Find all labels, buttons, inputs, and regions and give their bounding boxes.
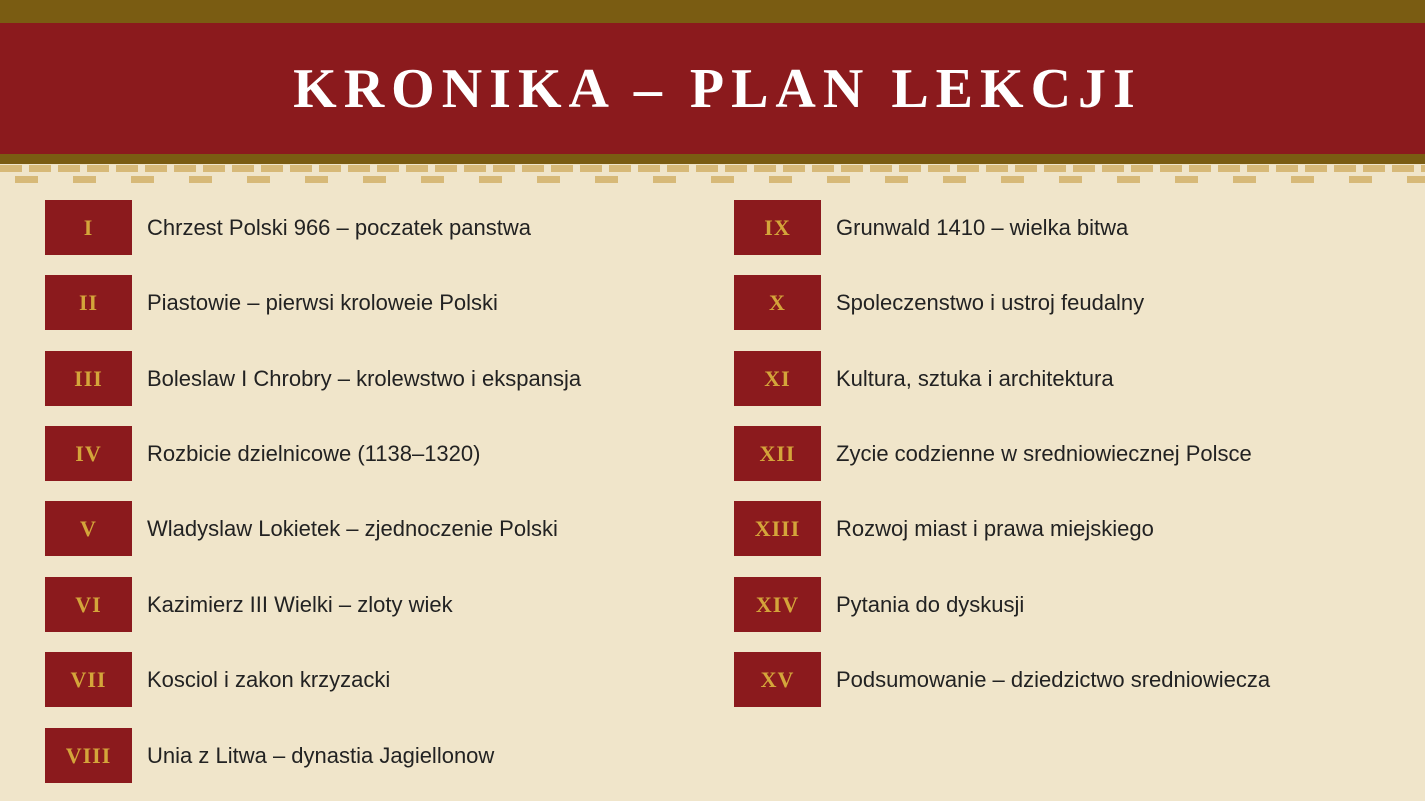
lesson-item	[734, 501, 1394, 556]
lesson-numeral: IX	[734, 200, 821, 255]
lesson-item	[734, 275, 1394, 330]
lesson-item	[45, 351, 705, 406]
lesson-title: Piastowie – pierwsi kroloweie Polski	[147, 289, 498, 315]
lesson-numeral: II	[45, 275, 132, 330]
lesson-item	[45, 200, 705, 255]
lesson-numeral: VIII	[45, 728, 132, 783]
bottom-gold-stripe	[0, 154, 1425, 164]
lesson-title: Boleslaw I Chrobry – krolewstwo i ekspansja	[147, 365, 582, 391]
title-banner	[0, 23, 1425, 154]
lesson-title: Grunwald 1410 – wielka bitwa	[836, 214, 1129, 240]
lesson-title: Kazimierz III Wielki – zloty wiek	[147, 591, 453, 617]
lesson-numeral: XIV	[734, 577, 821, 632]
lesson-numeral: XII	[734, 426, 821, 481]
lesson-item	[45, 652, 705, 707]
lesson-title: Chrzest Polski 966 – poczatek panstwa	[147, 214, 531, 240]
lesson-title: Unia z Litwa – dynastia Jagiellonow	[147, 742, 495, 768]
lesson-numeral: VII	[45, 652, 132, 707]
lesson-item	[734, 426, 1394, 481]
lesson-numeral: VI	[45, 577, 132, 632]
page-title: KRONIKA – PLAN LEKCJI	[293, 57, 1142, 120]
lesson-numeral: IV	[45, 426, 132, 481]
lesson-title: Spoleczenstwo i ustroj feudalny	[836, 289, 1145, 315]
lesson-title: Kultura, sztuka i architektura	[836, 365, 1114, 391]
lesson-item	[45, 275, 705, 330]
decorative-dash-border	[0, 176, 1425, 183]
lesson-title: Rozwoj miast i prawa miejskiego	[836, 515, 1154, 541]
lesson-title: Rozbicie dzielnicowe (1138–1320)	[147, 440, 481, 466]
lesson-numeral: X	[734, 275, 821, 330]
lesson-item	[45, 426, 705, 481]
lesson-numeral: XIII	[734, 501, 821, 556]
lesson-item	[45, 501, 705, 556]
lesson-title: Kosciol i zakon krzyzacki	[147, 666, 391, 692]
lesson-item	[45, 577, 705, 632]
lesson-item	[734, 200, 1394, 255]
lesson-title: Pytania do dyskusji	[836, 591, 1025, 617]
decorative-dash-border	[0, 165, 1425, 172]
lesson-title: Podsumowanie – dziedzictwo sredniowiecza	[836, 666, 1271, 692]
lesson-item	[734, 577, 1394, 632]
lesson-numeral: XI	[734, 351, 821, 406]
lesson-item	[734, 351, 1394, 406]
lesson-item	[734, 652, 1394, 707]
lesson-title: Wladyslaw Lokietek – zjednoczenie Polski	[147, 515, 558, 541]
lesson-numeral: III	[45, 351, 132, 406]
lesson-numeral: V	[45, 501, 132, 556]
top-gold-stripe	[0, 0, 1425, 23]
lesson-title: Zycie codzienne w sredniowiecznej Polsce	[836, 440, 1252, 466]
lesson-item	[45, 728, 705, 783]
lesson-numeral: I	[45, 200, 132, 255]
lesson-numeral: XV	[734, 652, 821, 707]
